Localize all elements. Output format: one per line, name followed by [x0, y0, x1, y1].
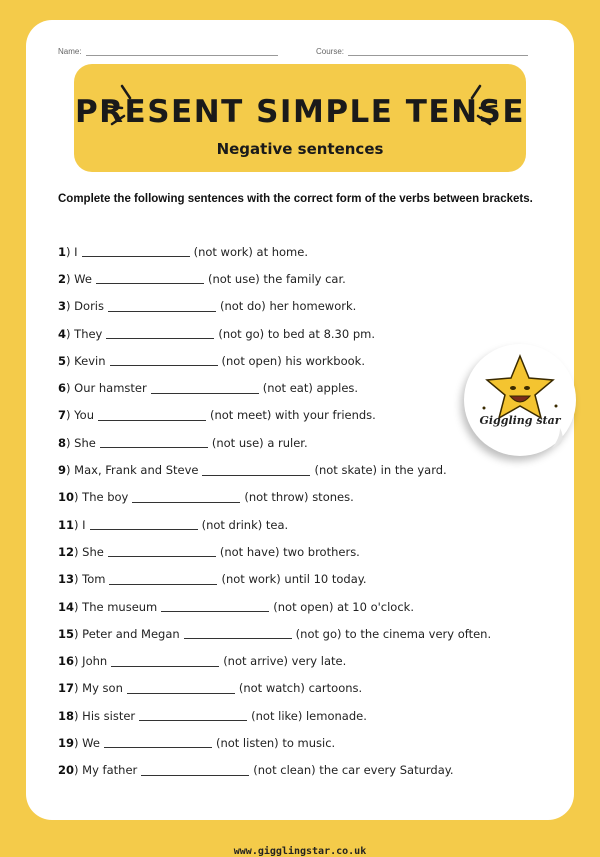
item-number-paren: ) [74, 544, 83, 559]
name-line [86, 46, 278, 56]
item-number: 18 [58, 708, 75, 723]
instructions-text: Complete the following sentences with the correct form of the verbs between brackets. [58, 193, 533, 205]
item-number-paren: ) [74, 572, 83, 587]
answer-blank[interactable] [202, 465, 310, 476]
exercise-item [58, 566, 528, 593]
course-label: Course: [316, 47, 345, 56]
item-number: 14 [58, 599, 75, 614]
answer-blank[interactable] [127, 683, 235, 694]
item-number-paren: ) [74, 708, 83, 723]
exercise-item [58, 511, 528, 538]
item-verb-hint: (not open) his workbook. [221, 353, 365, 368]
item-subject: My son [82, 681, 123, 696]
item-subject: Kevin [74, 353, 106, 368]
item-number: 7 [58, 408, 67, 423]
answer-blank[interactable] [110, 355, 218, 366]
item-subject: My father [82, 763, 138, 778]
item-verb-hint: (not like) lemonade. [251, 708, 367, 723]
answer-blank[interactable] [98, 410, 206, 421]
item-verb-hint: (not throw) stones. [244, 490, 354, 505]
exercise-item [58, 593, 528, 620]
exercise-item [58, 238, 528, 265]
answer-blank[interactable] [109, 574, 217, 585]
answer-blank[interactable] [82, 246, 190, 257]
answer-blank[interactable] [184, 628, 292, 639]
answer-blank[interactable] [106, 328, 214, 339]
exercise-item [58, 429, 528, 456]
exercise-item [58, 675, 528, 702]
item-number-paren: ) [74, 735, 83, 750]
course-field[interactable] [316, 46, 528, 56]
item-subject: The museum [82, 599, 158, 614]
name-field[interactable] [58, 46, 278, 56]
item-subject: We [74, 271, 92, 286]
item-number-paren: ) [66, 381, 75, 396]
sticker-brand-text: Giggling star [479, 414, 561, 427]
item-subject: Our hamster [74, 381, 147, 396]
item-number: 1 [58, 244, 67, 259]
answer-blank[interactable] [141, 765, 249, 776]
item-number-paren: ) [74, 517, 83, 532]
giggling-star-sticker [464, 344, 576, 456]
item-number-paren: ) [66, 353, 75, 368]
item-verb-hint: (not skate) in the yard. [314, 463, 447, 478]
item-number: 3 [58, 299, 67, 314]
item-number: 6 [58, 381, 67, 396]
item-subject: They [74, 326, 103, 341]
answer-blank[interactable] [96, 273, 204, 284]
item-verb-hint: (not listen) to music. [215, 735, 336, 750]
exercise-item [58, 729, 528, 756]
answer-blank[interactable] [139, 710, 247, 721]
exercise-item [58, 347, 528, 374]
exercise-item [58, 620, 528, 647]
exercise-item [58, 265, 528, 292]
item-number-paren: ) [74, 763, 83, 778]
exercise-item [58, 538, 528, 565]
exercise-item [58, 647, 528, 674]
item-subject: Max, Frank and Steve [74, 463, 199, 478]
item-subject: Peter and Megan [82, 626, 180, 641]
item-number: 9 [58, 463, 67, 478]
item-subject: The boy [82, 490, 129, 505]
answer-blank[interactable] [132, 492, 240, 503]
item-number-paren: ) [74, 490, 83, 505]
item-subject: We [82, 735, 100, 750]
item-number: 10 [58, 490, 75, 505]
exercise-item [58, 374, 528, 401]
item-number-paren: ) [66, 408, 75, 423]
item-subject: Tom [82, 572, 106, 587]
exercise-item [58, 757, 528, 784]
item-number-paren: ) [74, 599, 83, 614]
page-title: PRESENT SIMPLE TENSE [74, 94, 526, 130]
item-subject: You [74, 408, 94, 423]
item-subject: She [82, 544, 104, 559]
item-verb-hint: (not use) the family car. [207, 271, 346, 286]
item-number: 20 [58, 763, 75, 778]
answer-blank[interactable] [161, 601, 269, 612]
name-label: Name: [58, 47, 82, 56]
item-number: 5 [58, 353, 67, 368]
item-number: 4 [58, 326, 67, 341]
item-verb-hint: (not open) at 10 o'clock. [273, 599, 414, 614]
footer-url[interactable]: www.gigglingstar.co.uk [233, 846, 367, 857]
item-number-paren: ) [74, 654, 83, 669]
item-number: 13 [58, 572, 75, 587]
item-subject: I [82, 517, 86, 532]
item-verb-hint: (not eat) apples. [262, 381, 359, 396]
exercise-item [58, 293, 528, 320]
answer-blank[interactable] [108, 301, 216, 312]
item-number: 8 [58, 435, 67, 450]
answer-blank[interactable] [111, 656, 219, 667]
answer-blank[interactable] [151, 383, 259, 394]
item-verb-hint: (not have) two brothers. [219, 544, 360, 559]
item-verb-hint: (not meet) with your friends. [210, 408, 376, 423]
item-number: 16 [58, 654, 75, 669]
item-number: 19 [58, 735, 75, 750]
item-verb-hint: (not go) to the cinema very often. [295, 626, 492, 641]
answer-blank[interactable] [90, 519, 198, 530]
item-verb-hint: (not work) until 10 today. [221, 572, 367, 587]
exercise-item [58, 320, 528, 347]
item-verb-hint: (not work) at home. [193, 244, 308, 259]
answer-blank[interactable] [104, 737, 212, 748]
item-subject: John [82, 654, 108, 669]
item-number-paren: ) [74, 681, 83, 696]
item-number: 11 [58, 517, 75, 532]
answer-blank[interactable] [100, 437, 208, 448]
item-verb-hint: (not use) a ruler. [211, 435, 308, 450]
answer-blank[interactable] [108, 546, 216, 557]
exercise-item [58, 484, 528, 511]
header-fields [58, 46, 544, 60]
page-subtitle: Negative sentences [216, 140, 384, 158]
item-number-paren: ) [66, 271, 75, 286]
star-mascot-icon [464, 344, 576, 456]
exercise-item [58, 702, 528, 729]
item-number: 12 [58, 544, 75, 559]
course-line [348, 46, 528, 56]
item-number-paren: ) [66, 435, 75, 450]
item-number: 15 [58, 626, 75, 641]
exercise-list [58, 238, 528, 784]
exercise-item [58, 402, 528, 429]
item-verb-hint: (not drink) tea. [201, 517, 289, 532]
item-subject: Doris [74, 299, 104, 314]
item-verb-hint: (not go) to bed at 8.30 pm. [218, 326, 375, 341]
item-subject: His sister [82, 708, 136, 723]
item-subject: I [74, 244, 78, 259]
item-verb-hint: (not clean) the car every Saturday. [253, 763, 454, 778]
item-number-paren: ) [66, 244, 75, 259]
item-verb-hint: (not arrive) very late. [223, 654, 347, 669]
item-number-paren: ) [66, 463, 75, 478]
item-number-paren: ) [66, 326, 75, 341]
item-number-paren: ) [66, 299, 75, 314]
item-number-paren: ) [74, 626, 83, 641]
item-verb-hint: (not do) her homework. [219, 299, 357, 314]
title-banner [74, 64, 526, 172]
item-subject: She [74, 435, 96, 450]
exercise-item [58, 456, 528, 483]
item-number: 2 [58, 271, 67, 286]
item-number: 17 [58, 681, 75, 696]
item-verb-hint: (not watch) cartoons. [238, 681, 363, 696]
